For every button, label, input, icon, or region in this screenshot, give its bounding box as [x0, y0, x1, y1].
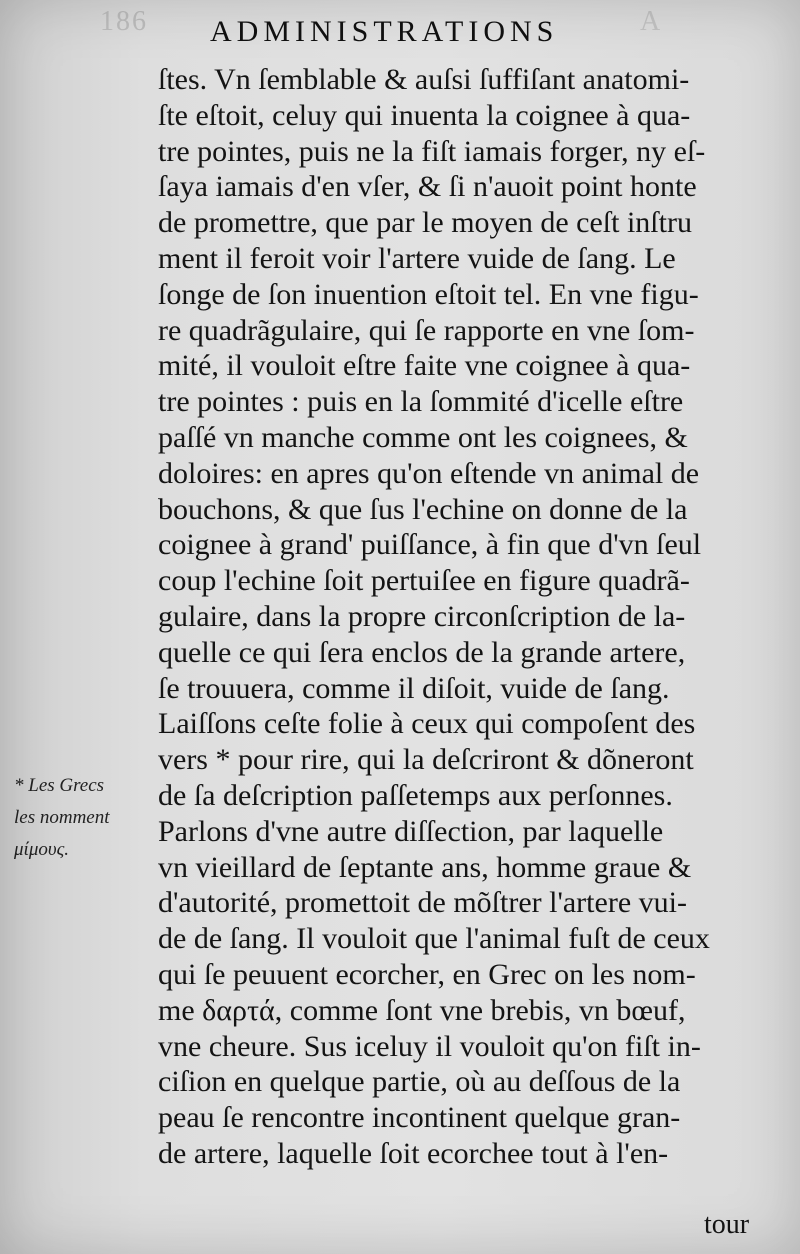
text-line: paſſé vn manche comme ont les coignees, &: [158, 420, 688, 454]
text-line: ſte eſtoit, celuy qui inuenta la coignee à qua-: [158, 98, 691, 132]
text-line: me δαρτά, comme ſont vne brebis, vn bœuf,: [158, 993, 686, 1027]
text-line: vne cheure. Sus iceluy il vouloit qu'on fiſt in-: [158, 1029, 701, 1063]
text-line: ſonge de ſon inuention eſtoit tel. En vne figu-: [158, 277, 699, 311]
text-line: doloires: en apres qu'on eſtende vn animal de: [158, 456, 700, 490]
text-line: ſe trouuera, comme il diſoit, vuide de ſang.: [158, 671, 670, 705]
text-line: de promettre, que par le moyen de ceſt inſtru: [158, 206, 692, 240]
running-head: ADMINISTRATIONS: [210, 15, 559, 48]
text-line: tre pointes, puis ne la fiſt iamais forger, ny eſ-: [158, 134, 706, 168]
margin-note-line: μίμους.: [14, 839, 70, 860]
text-line: ment il feroit voir l'artere vuide de ſang. Le: [158, 241, 676, 275]
body-text: [158, 62, 750, 1172]
text-line: re quadrãgulaire, qui ſe rapporte en vne ſom-: [158, 313, 695, 347]
text-line: ciſion en quelque partie, où au deſſous de la: [158, 1065, 681, 1099]
show-through-page-number: 186: [100, 6, 148, 37]
text-line: de ſa deſcription paſſetemps aux perſonnes.: [158, 778, 673, 812]
text-line: peau ſe rencontre incontinent quelque gran-: [158, 1101, 681, 1135]
text-line: de de ſang. Il vouloit que l'animal fuſt de ceux: [158, 922, 710, 956]
text-line: quelle ce qui ſera enclos de la grande artere,: [158, 635, 686, 669]
text-line: Laiſſons ceſte folie à ceux qui compoſent des: [158, 707, 696, 741]
text-line: tre pointes : puis en la ſommité d'icelle eſtre: [158, 385, 684, 419]
margin-note: [14, 770, 150, 866]
catchword: tour: [704, 1209, 750, 1240]
text-line: Parlons d'vne autre diſſection, par laquelle: [158, 814, 664, 848]
text-line: ſtes. Vn ſemblable & auſsi ſuffiſant anatomi-: [158, 63, 690, 96]
text-line: de artere, laquelle ſoit ecorchee tout à l'en-: [158, 1136, 669, 1170]
text-line: mité, il vouloit eſtre faite vne coignee à qua-: [158, 349, 691, 383]
margin-note-line: les nomment: [14, 807, 110, 828]
text-line: coup l'echine ſoit pertuiſee en figure quadrã-: [158, 564, 690, 598]
show-through-letter: A: [640, 6, 663, 37]
text-line: ſaya iamais d'en vſer, & ſi n'auoit point honte: [158, 170, 697, 204]
text-line: bouchons, & que ſus l'echine on donne de la: [158, 492, 688, 526]
text-line: qui ſe peuuent ecorcher, en Grec on les nom-: [158, 957, 696, 991]
margin-note-line: * Les Grecs: [14, 775, 105, 796]
text-line: vers * pour rire, qui la deſcriront & dõneront: [158, 743, 694, 777]
text-line: gulaire, dans la propre circonſcription de la-: [158, 599, 686, 633]
text-line: vn vieillard de ſeptante ans, homme graue &: [158, 850, 692, 884]
text-line: d'autorité, promettoit de mõſtrer l'artere vui-: [158, 886, 687, 920]
text-line: coignee à grand' puiſſance, à fin que d'vn ſeul: [158, 528, 702, 562]
